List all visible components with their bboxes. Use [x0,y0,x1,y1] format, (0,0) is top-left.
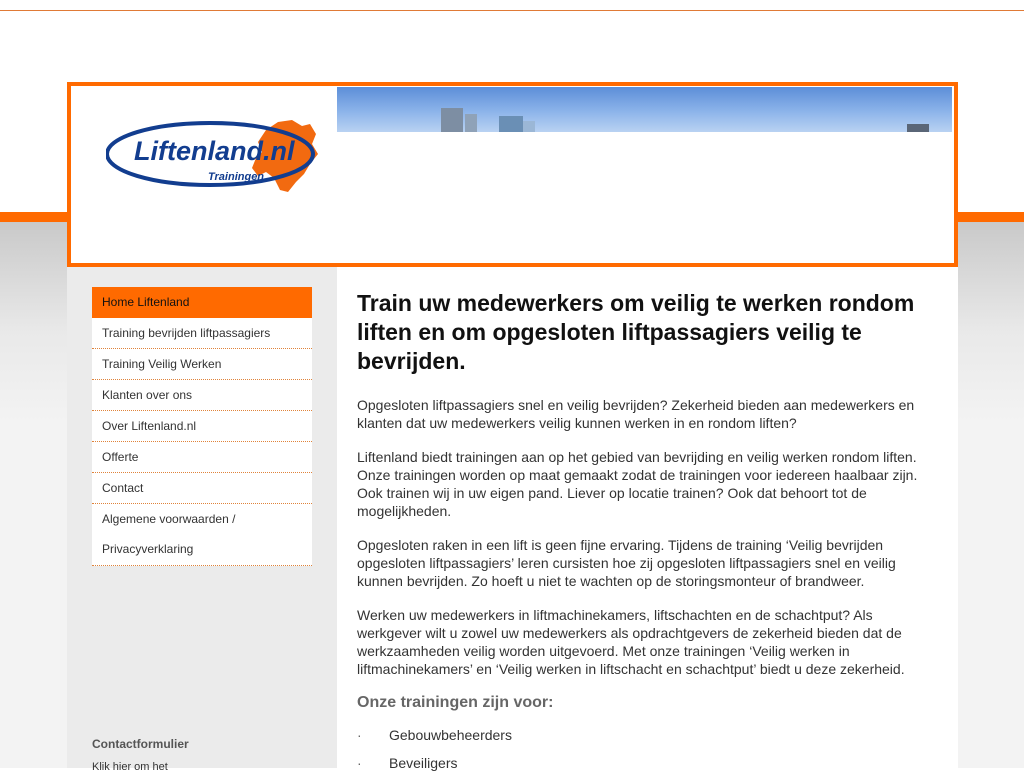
main-navigation [92,287,312,566]
top-divider [0,10,1024,11]
paragraph-trainingen: Liftenland biedt trainingen aan op het gebied van bevrijding en veilig werken rondom liften. Onze trainingen worden op maat gemaakt zodat de trainingen voor iedereen haalbaar zijn. Ook trainen wij in uw eigen pand. Liever op locatie trainen? Ook dat behoort tot de mogelijkheden. [357,449,918,519]
nav-item-home[interactable]: Home Liftenland [92,287,312,318]
nav-item-contact[interactable]: Contact [92,473,312,504]
liftenland-logo[interactable] [106,108,326,198]
sidebar [67,267,337,773]
list-item [357,726,927,744]
target-audience-list [357,726,927,772]
logo-tagline: Trainingen [208,171,265,183]
page-title: Train uw medewerkers om veilig te werken rondom liften en om opgesloten liftpassagiers veilig te bevrijden. [357,290,915,374]
nav-item-klanten[interactable]: Klanten over ons [92,380,312,411]
nav-item-training-bevrijden[interactable]: Training bevrijden liftpassagiers [92,318,312,349]
site-header [67,82,958,267]
logo-wordmark: Liftenland.nl [134,136,295,166]
paragraph-werken: Werken uw medewerkers in liftmachinekamers, liftschachten en de schachtput? Als werkgever wilt u zowel uw medewerkers als opdrachtgevers de zekerheid bieden dat de werkzaamheden veilig worden uitgevoerd. Met onze trainingen ‘Veilig werken in liftmachinekamers’ en ‘Veilig werken in liftschacht en schachtput’ biedt u deze zekerheid. [357,607,905,677]
main-content [357,289,927,782]
nav-item-voorwaarden[interactable] [92,504,312,566]
list-item [357,754,927,772]
nav-item-offerte[interactable]: Offerte [92,442,312,473]
page-wrapper [67,82,958,773]
nav-item-over[interactable]: Over Liftenland.nl [92,411,312,442]
nav-item-voorwaarden-line1: Algemene voorwaarden / [102,512,236,526]
list-item-label: Gebouwbeheerders [389,727,512,743]
paragraph-opgesloten: Opgesloten raken in een lift is geen fijne ervaring. Tijdens de training ‘Veilig bevrijden opgesloten liftpassagiers’ leren cursisten hoe zij opgesloten liftpassagiers snel en veilig kunnen bevrijden. Zo hoeft u niet te wachten op de storingsmonteur of brandweer. [357,537,896,589]
list-item-label: Beveiligers [389,755,458,771]
contact-form-title: Contactformulier [92,737,189,751]
header-inner [71,86,954,263]
contact-form-link[interactable]: Klik hier om het [92,761,168,773]
nav-item-voorwaarden-line2: Privacyverklaring [102,542,194,556]
bullet-icon: · [357,727,362,743]
header-banner-image [337,87,952,132]
trainingen-subheading: Onze trainingen zijn voor: [357,694,554,711]
nav-item-training-veilig-werken[interactable]: Training Veilig Werken [92,349,312,380]
intro-paragraph: Opgesloten liftpassagiers snel en veilig bevrijden? Zekerheid bieden aan medewerkers en klanten dat uw medewerkers veilig kunnen werken in en rondom liften? [357,397,915,431]
bullet-icon: · [357,755,362,771]
